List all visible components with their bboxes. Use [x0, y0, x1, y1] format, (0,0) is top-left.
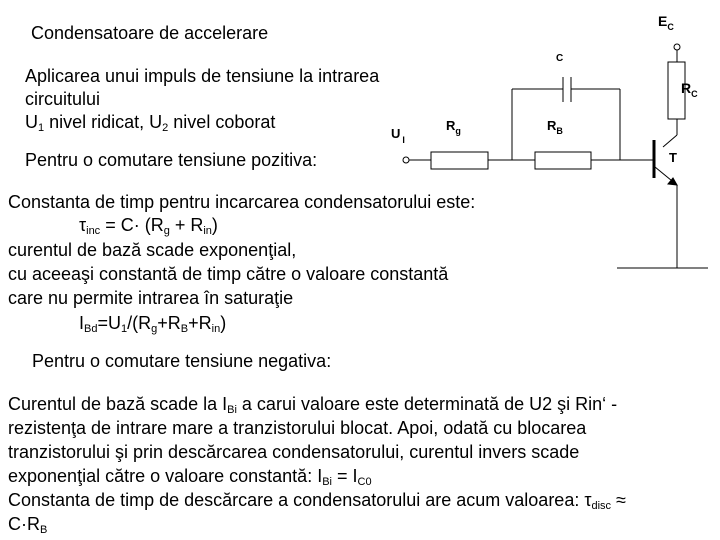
negative-line-4: exponenţial către o valoare constantă: $I_{Bi} = I_{C0}$ — [8, 466, 372, 488]
rb-resistor — [535, 152, 591, 169]
intro-line-1: Aplicarea unui impuls de tensiune la intrarea — [25, 66, 380, 86]
intro-line-2: circuitului — [25, 89, 101, 109]
positive-line-1: Constanta de timp pentru incarcarea condensatorului este: — [8, 192, 476, 212]
input-terminal — [403, 157, 409, 163]
positive-formula-1: $\tau_{inc} = C\cdot (R_g + R_{in})$ — [79, 215, 218, 237]
negative-line-5: Constanta de timp de descărcare a condensatorului are acum valoarea: $\tau_{disc}$ ≈ — [8, 490, 626, 512]
slide-title: Condensatoare de accelerare — [31, 23, 269, 43]
positive-line-2: curentul de bază scade exponenţial, — [8, 240, 297, 260]
positive-line-3: cu aceeaşi constantă de timp către o valoare constantă — [8, 264, 449, 284]
positive-line-4: care nu permite intrarea în saturaţie — [8, 288, 294, 308]
negative-heading: Pentru o comutare tensiune negativa: — [32, 351, 332, 371]
label-rc: $R_C$ — [681, 80, 698, 99]
label-t: T — [669, 150, 677, 165]
label-c: C — [556, 53, 564, 64]
negative-line-6: $C\cdot R_B$ — [8, 514, 48, 536]
positive-heading: Pentru o comutare tensiune pozitiva: — [25, 150, 318, 170]
negative-line-2: rezistenţa de intrare mare a tranzistorului blocat. Apoi, odată cu blocarea — [8, 418, 587, 438]
label-ui: U $_I$ — [391, 126, 405, 145]
label-rb: $R_B$ — [547, 118, 563, 136]
label-rg: $R_g$ — [446, 118, 461, 136]
intro-line-3: $U_1$ nivel ridicat, $U_2$ nivel coborat — [25, 112, 276, 134]
rg-resistor — [431, 152, 488, 169]
label-ec: $E_C$ — [658, 13, 674, 32]
negative-line-1: Curentul de bază scade la $I_{Bi}$ a carui valoare este determinată de U2 şi Rin‘ - — [8, 394, 618, 416]
supply-terminal — [674, 44, 680, 50]
negative-line-3: tranzistorului şi prin descărcarea condensatorului, curentul invers scade — [8, 442, 580, 462]
positive-formula-2: $I_{Bd}=U_1/(R_g+R_B+R_{in})$ — [79, 313, 227, 335]
